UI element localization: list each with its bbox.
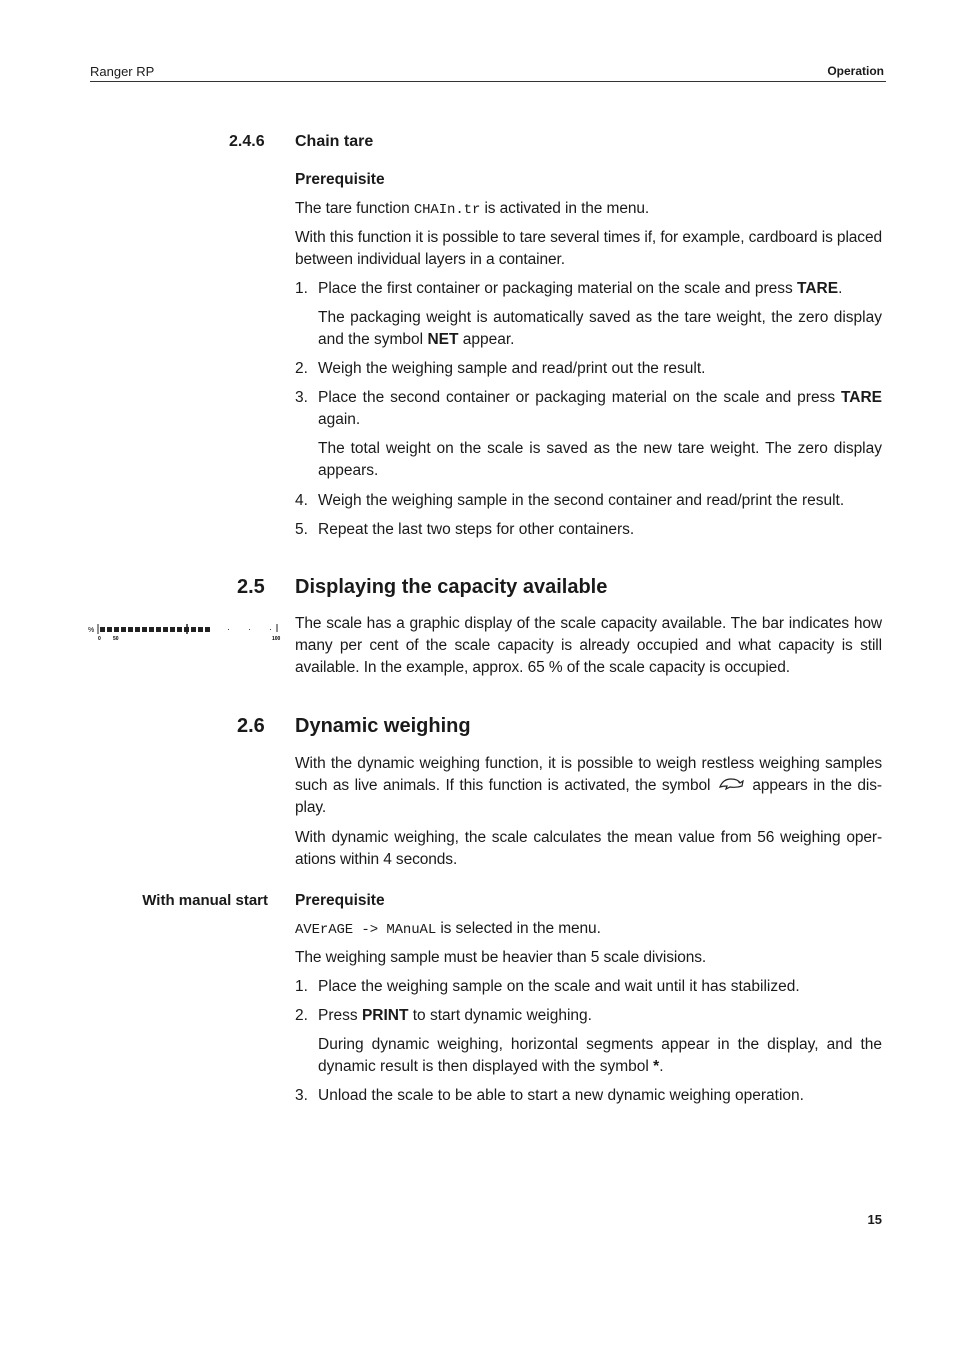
step-note: During dynamic weighing, horizontal segments appear in the display, and the dynamic result is then displayed with the symbol *. [318,1036,882,1075]
bar-segment [114,627,119,632]
section-number: 2.4.6 [229,133,265,150]
bar-empty-dot [249,629,250,630]
list-item: 3. Unload the scale to be able to start a new dynamic weighing operation. [295,1087,804,1104]
bar-segment [170,627,175,632]
margin-label: With manual start [142,892,268,909]
bar-segment [177,627,182,632]
bar-segment [205,627,210,632]
header-doc-title: Ranger RP [90,64,155,79]
tick-label-0: 0 [98,636,101,642]
list-item: 1. Place the first container or packaging material on the scale and press TARE. [295,280,843,297]
list-item: 2. Weigh the weighing sample and read/print out the result. [295,360,706,377]
list-item: 5. Repeat the last two steps for other containers. [295,521,635,538]
header-rule [90,81,886,82]
tick-label-100: 100 [272,636,281,642]
list-item: 1. Place the weighing sample on the scale and wait until it has stabilized. [295,978,800,995]
paragraph: The tare function CHAIn.tr is activated in the menu. [295,200,650,218]
section-number: 2.5 [237,576,265,598]
bar-empty-dots [228,629,271,630]
section-title: Displaying the capacity available [295,576,608,598]
page-number: 15 [867,1212,882,1227]
paragraph: The weighing sample must be heavier than 5 scale divisions. [295,949,707,966]
bar-empty-dot [270,629,271,630]
bar-segment [156,627,161,632]
bar-segment [198,627,203,632]
prerequisite-heading: Prerequisite [295,171,385,188]
paragraph: With the dynamic weighing function, it is possible to weigh restless weighing samples such as live animals. If this function is activated, the symbol appears in the dis-play. [295,755,882,817]
menu-code: CHAIn.tr [413,202,481,218]
percent-sign: % [88,627,95,634]
bar-segment [100,627,105,632]
section-number: 2.6 [237,715,265,737]
bar-segment [135,627,140,632]
bar-segment [191,627,196,632]
bar-segment [121,627,126,632]
header-chapter: Operation [827,64,884,78]
section-title: Dynamic weighing [295,715,471,737]
step-note: The total weight on the scale is saved as the new tare weight. The zero display appears. [318,440,882,479]
bar-segment [107,627,112,632]
menu-code: AVErAGE -> MAnuAL [295,922,437,938]
bar-segment [149,627,154,632]
bar-segment [163,627,168,632]
paragraph: The scale has a graphic display of the scale capacity available. The bar indicates how many per cent of the scale capacity is already occupied and what capacity is still available. In the example, approx. 65 % of the scale capacity is occupied. [295,615,882,676]
list-item: 3. Place the second container or packaging material on the scale and press TARE again. [295,389,882,428]
animal-icon [718,775,744,797]
bar-segment [142,627,147,632]
bar-empty-dot [228,629,229,630]
paragraph: AVErAGE -> MAnuAL is selected in the menu. [295,920,601,938]
bar-fill [100,627,210,632]
step-note: The packaging weight is automatically saved as the tare weight, the zero display and the symbol NET appear. [318,309,882,348]
section-title: Chain tare [295,133,374,150]
list-item: 2. Press PRINT to start dynamic weighing. [295,1007,592,1024]
paragraph: With this function it is possible to tare several times if, for example, cardboard is placed between individual layers in a container. [295,229,882,268]
prerequisite-heading: Prerequisite [295,892,385,909]
list-item: 4. Weigh the weighing sample in the second container and read/print the result. [295,492,845,509]
tick-label-50: 50 [113,636,119,642]
capacity-bargraph [88,620,288,644]
bar-segment [128,627,133,632]
paragraph: With dynamic weighing, the scale calculates the mean value from 56 weighing oper-ations within 4 seconds. [295,829,882,868]
